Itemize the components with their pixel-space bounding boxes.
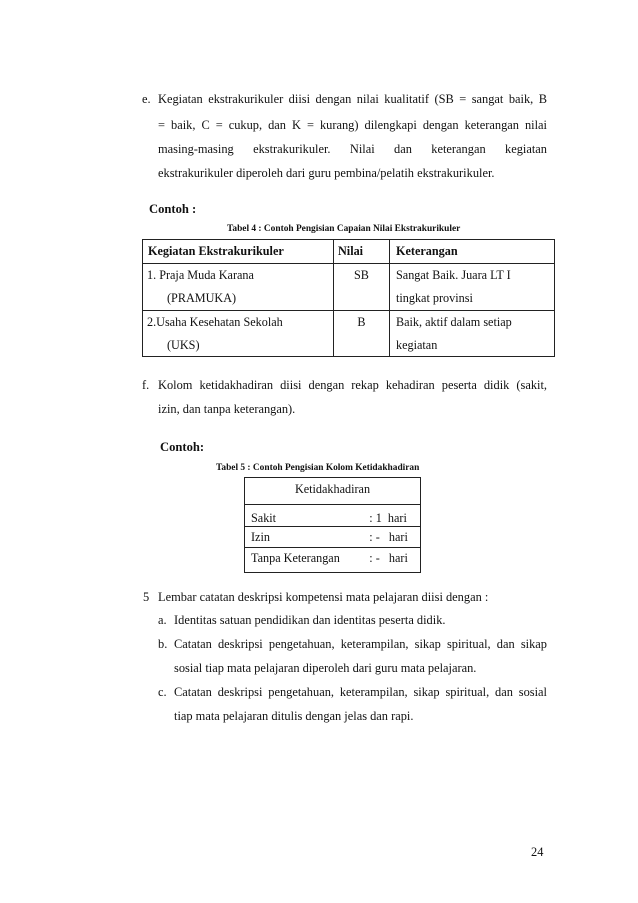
- subitem-a-marker: a.: [158, 613, 167, 627]
- table4-cell-text: kegiatan: [396, 338, 438, 352]
- table-row: [143, 311, 555, 357]
- table4-cell-keterangan: [390, 311, 555, 357]
- table5-header-row: [245, 478, 421, 505]
- table4-cell-nilai: B: [334, 311, 390, 357]
- subitem-c-line-2: tiap mata pelajaran ditulis dengan jelas dan rapi.: [174, 709, 414, 723]
- table4-cell-keterangan: [390, 264, 555, 311]
- subitem-b-line-2: sosial tiap mata pelajaran diperoleh dari guru mata pelajaran.: [174, 661, 477, 675]
- contoh-label-1: Contoh :: [149, 202, 197, 216]
- table4-cell-text: Sangat Baik. Juara LT I: [396, 268, 511, 282]
- item-e-marker: e.: [142, 92, 151, 106]
- table4-caption: Tabel 4 : Contoh Pengisian Capaian Nilai Ekstrakurikuler: [227, 224, 461, 234]
- contoh-label-2: Contoh:: [160, 440, 205, 454]
- table4-header-kegiatan: Kegiatan Ekstrakurikuler: [143, 240, 334, 264]
- item-f-marker: f.: [142, 378, 150, 392]
- table-row: [245, 548, 421, 573]
- table5-value: : 1 hari: [369, 505, 420, 527]
- item-f-line-1: Kolom ketidakhadiran diisi dengan rekap kehadiran peserta didik (sakit,: [158, 378, 547, 392]
- table-row: [143, 264, 555, 311]
- item-e-line-1: Kegiatan ekstrakurikuler diisi dengan nilai kualitatif (SB = sangat baik, B: [158, 92, 547, 106]
- item-5-marker: 5: [143, 590, 150, 604]
- table5-value: : - hari: [369, 548, 420, 573]
- subitem-b-marker: b.: [158, 637, 168, 651]
- table5-label: Sakit: [245, 505, 370, 527]
- item-e-line-2: = baik, C = cukup, dan K = kurang) dilengkapi dengan keterangan nilai: [158, 118, 547, 132]
- table5-label: Izin: [245, 527, 370, 548]
- item-e-line-4: ekstrakurikuler diperoleh dari guru pembina/pelatih ekstrakurikuler.: [158, 166, 495, 180]
- subitem-a-line-1: Identitas satuan pendidikan dan identitas peserta didik.: [174, 613, 446, 627]
- table4-cell-text: (UKS): [167, 338, 200, 352]
- table4-cell-text: Baik, aktif dalam setiap: [396, 315, 512, 329]
- table4-cell-text: tingkat provinsi: [396, 291, 473, 305]
- subitem-c-line-1: Catatan deskripsi pengetahuan, keterampilan, sikap spiritual, dan sosial: [174, 685, 547, 699]
- item-f-line-2: izin, dan tanpa keterangan).: [158, 402, 296, 416]
- table4-header-row: [143, 240, 555, 264]
- subitem-c-marker: c.: [158, 685, 167, 699]
- item-e-line-3: masing-masing ekstrakurikuler. Nilai dan keterangan kegiatan: [158, 142, 547, 156]
- table-5: [244, 477, 421, 573]
- subitem-b-line-1: Catatan deskripsi pengetahuan, keterampilan, sikap spiritual, dan sikap: [174, 637, 547, 651]
- table-4: [142, 239, 555, 357]
- table5-value: : - hari: [369, 527, 420, 548]
- table4-cell-kegiatan: [143, 311, 334, 357]
- table5-caption: Tabel 5 : Contoh Pengisian Kolom Ketidakhadiran: [216, 463, 420, 473]
- table4-cell-text: 1. Praja Muda Karana: [147, 268, 254, 282]
- table4-cell-text: (PRAMUKA): [167, 291, 237, 305]
- page-number: 24: [531, 845, 544, 859]
- table5-label: Tanpa Keterangan: [245, 548, 370, 573]
- table4-header-keterangan: Keterangan: [390, 240, 555, 264]
- table4-cell-nilai: SB: [334, 264, 390, 311]
- table-row: [245, 505, 421, 527]
- table4-cell-kegiatan: [143, 264, 334, 311]
- table4-cell-text: 2.Usaha Kesehatan Sekolah: [147, 315, 283, 329]
- item-5-text: Lembar catatan deskripsi kompetensi mata pelajaran diisi dengan :: [158, 590, 489, 604]
- table5-header: Ketidakhadiran: [245, 478, 421, 505]
- table4-header-nilai: Nilai: [334, 240, 390, 264]
- table-row: [245, 527, 421, 548]
